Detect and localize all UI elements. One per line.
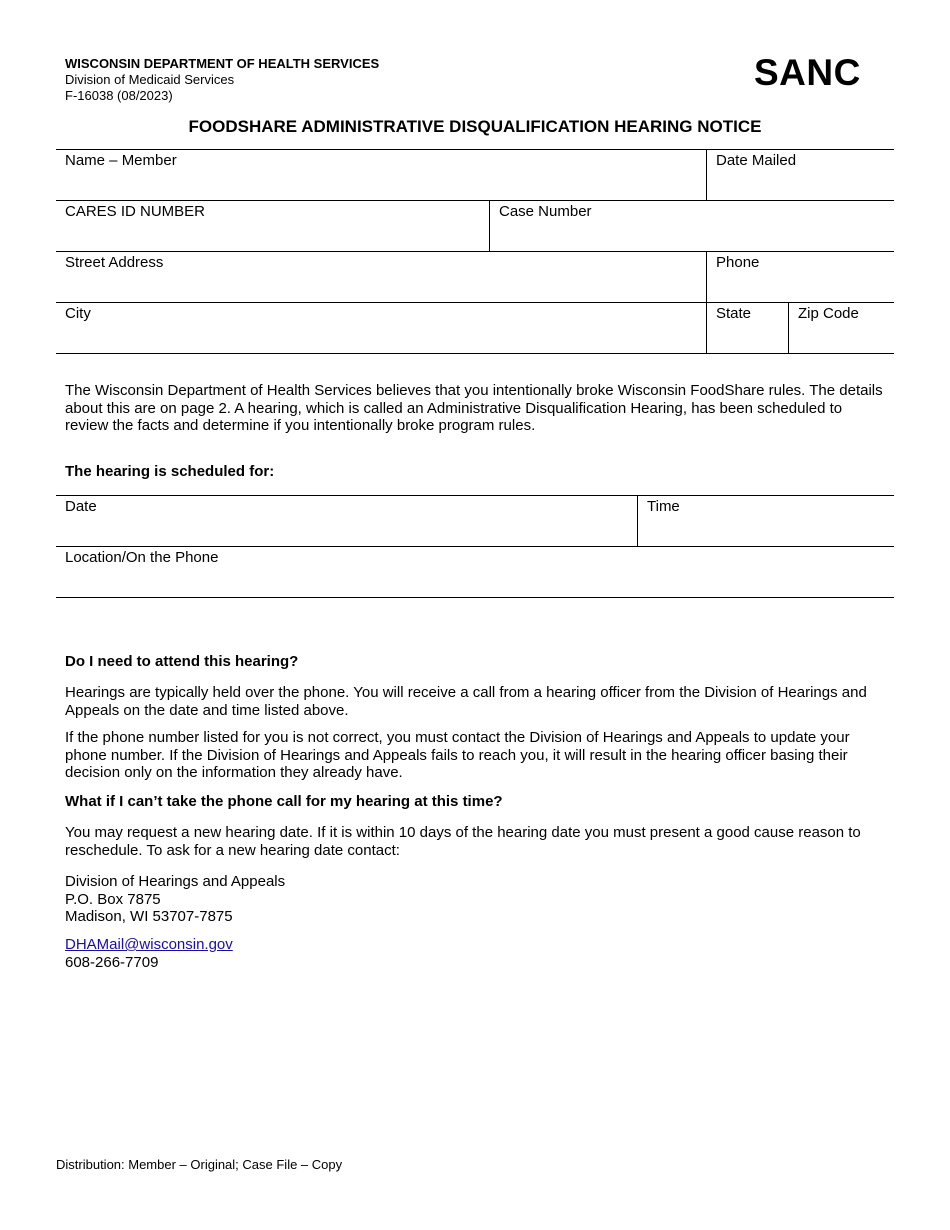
phone-value	[716, 275, 885, 292]
form-number: F-16038 (08/2023)	[65, 88, 173, 103]
case-number-value	[499, 224, 885, 241]
phone-field[interactable]	[706, 252, 894, 302]
street-address-value	[65, 275, 697, 292]
attend-paragraph-1: Hearings are typically held over the phone. You will receive a call from a hearing officer from the Division of Hearings and Appeals on the date and time listed above.	[65, 684, 867, 719]
division-name: Division of Medicaid Services	[65, 72, 235, 87]
form-row-datetime	[56, 496, 894, 547]
attend-paragraph-2: If the phone number listed for you is not correct, you must contact the Division of Hearings and Appeals to update your phone number. If the Division of Hearings and Appeals fails to reach you, it will result in the hearing officer basing their decision only on the information they already have.	[65, 729, 850, 781]
contact-phone: 608-266-7709	[65, 953, 159, 971]
street-address-label: Street Address	[65, 254, 164, 271]
zip-code-label: Zip Code	[798, 305, 859, 322]
attend-question: Do I need to attend this hearing?	[65, 653, 299, 670]
form-code: SANC	[754, 52, 861, 93]
form-row-location	[56, 547, 894, 598]
contact-city-state-zip: Madison, WI 53707-7875	[65, 908, 233, 925]
cares-id-value	[65, 224, 480, 241]
city-field[interactable]	[56, 303, 706, 353]
date-mailed-field[interactable]	[706, 150, 894, 200]
name-member-value	[65, 173, 697, 190]
case-number-field[interactable]	[489, 201, 894, 251]
hearing-time-value	[647, 519, 885, 536]
zip-code-field[interactable]	[788, 303, 894, 353]
hearing-time-label: Time	[647, 498, 680, 515]
contact-po-box: P.O. Box 7875	[65, 890, 161, 908]
form-row-ids	[56, 201, 894, 252]
city-label: City	[65, 305, 91, 322]
hearing-date-value	[65, 519, 628, 536]
member-info-table	[56, 149, 894, 354]
contact-org: Division of Hearings and Appeals	[65, 873, 286, 890]
page-title: FOODSHARE ADMINISTRATIVE DISQUALIFICATION HEARING NOTICE	[188, 117, 762, 136]
agency-name: WISCONSIN DEPARTMENT OF HEALTH SERVICES	[65, 56, 380, 71]
form-row-address	[56, 252, 894, 303]
form-row-name	[56, 150, 894, 201]
reschedule-paragraph: You may request a new hearing date. If it is within 10 days of the hearing date you must present a good cause reason to reschedule. To ask for a new hearing date contact:	[65, 824, 861, 859]
case-number-label: Case Number	[499, 203, 592, 220]
reschedule-question: What if I can’t take the phone call for my hearing at this time?	[65, 793, 503, 810]
hearing-location-label: Location/On the Phone	[65, 549, 219, 566]
intro-paragraph: The Wisconsin Department of Health Services believes that you intentionally broke Wisconsin FoodShare rules. The details about this are on page 2. A hearing, which is called an Administrative Disqualification Hearing, has been scheduled to review the facts and determine if you intentionally broke program rules.	[65, 382, 883, 434]
hearing-time-field[interactable]	[637, 496, 894, 546]
hearing-date-label: Date	[65, 498, 97, 515]
city-value	[65, 326, 697, 343]
phone-label: Phone	[716, 254, 760, 271]
hearing-location-field[interactable]	[56, 547, 894, 597]
date-mailed-label: Date Mailed	[716, 152, 797, 169]
name-member-field[interactable]	[56, 150, 706, 200]
hearing-location-value	[65, 570, 885, 587]
state-label: State	[716, 305, 752, 322]
hearing-date-field[interactable]	[56, 496, 637, 546]
distribution-footer: Distribution: Member – Original; Case File – Copy	[56, 1157, 343, 1172]
cares-id-label: CARES ID NUMBER	[65, 203, 206, 220]
state-value	[716, 326, 779, 343]
schedule-heading: The hearing is scheduled for:	[65, 463, 275, 480]
contact-block	[65, 873, 887, 926]
state-field[interactable]	[706, 303, 788, 353]
form-row-city	[56, 303, 894, 354]
contact-email-link[interactable]: DHAMail@wisconsin.gov	[65, 936, 233, 953]
name-member-label: Name – Member	[65, 152, 177, 169]
contact-email-phone	[65, 936, 887, 971]
date-mailed-value	[716, 173, 885, 190]
zip-code-value	[798, 326, 885, 343]
street-address-field[interactable]	[56, 252, 706, 302]
schedule-table	[56, 495, 894, 598]
cares-id-field[interactable]	[56, 201, 489, 251]
